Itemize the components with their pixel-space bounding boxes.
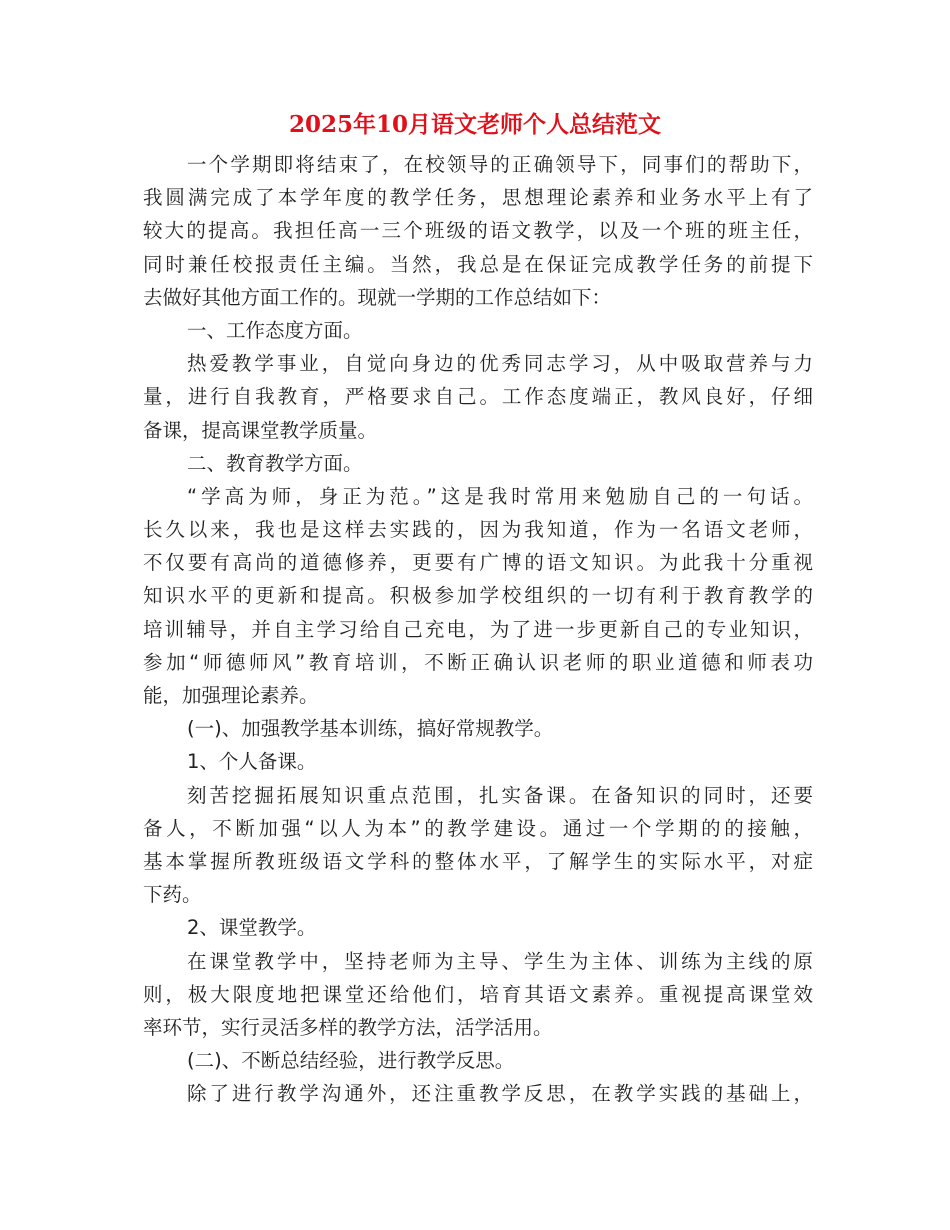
body-line: 在课堂教学中，坚持老师为主导、学生为主体、训练为主线的原	[187, 949, 813, 973]
body-line: 一、工作态度方面。	[187, 318, 363, 342]
body-line: 除了进行教学沟通外，还注重教学反思，在教学实践的基础上，	[187, 1082, 813, 1106]
body-line: 一个学期即将结束了，在校领导的正确领导下，同事们的帮助下，	[187, 153, 813, 176]
body-line: 基本掌握所教班级语文学科的整体水平，了解学生的实际水平，对症	[143, 849, 813, 873]
body-line: 量，进行自我教育，严格要求自己。工作态度端正，教风良好，仔细	[143, 385, 813, 409]
body-line: 1、个人备课。	[187, 750, 317, 774]
body-line: (二)、不断总结经验，进行教学反思。	[187, 1049, 515, 1073]
body-line: (一)、加强教学基本训练，搞好常规教学。	[187, 717, 554, 741]
body-line: 率环节，实行灵活多样的教学方法，活学活用。	[143, 1015, 553, 1039]
body-line: 备人，不断加强“以人为本”的教学建设。通过一个学期的的接触，	[143, 816, 813, 840]
body-line: 刻苦挖掘拓展知识重点范围，扎实备课。在备知识的同时，还要	[187, 783, 813, 807]
body-line: 不仅要有高尚的道德修养，更要有广博的语文知识。为此我十分重视	[143, 551, 813, 575]
body-line: 2、课堂教学。	[187, 916, 317, 940]
body-line: 热爱教学事业，自觉向身边的优秀同志学习，从中吸取营养与力	[187, 352, 813, 376]
body-line: 长久以来，我也是这样去实践的，因为我知道，作为一名语文老师，	[143, 518, 813, 542]
document-title: 2025年10月语文老师个人总结范文	[288, 111, 662, 138]
body-line: 培训辅导，并自主学习给自己充电，为了进一步更新自己的专业知识，	[143, 617, 813, 641]
body-line: 去做好其他方面工作的。现就一学期的工作总结如下：	[143, 285, 612, 309]
body-line: 下药。	[143, 883, 202, 907]
body-line: “学高为师，身正为范。”这是我时常用来勉励自己的一句话。	[187, 484, 813, 508]
body-line: 二、教育教学方面。	[187, 451, 363, 475]
body-line: 备课，提高课堂教学质量。	[143, 418, 378, 442]
body-line: 同时兼任校报责任主编。当然，我总是在保证完成教学任务的前提下	[143, 252, 813, 276]
body-line: 则，极大限度地把课堂还给他们，培育其语文素养。重视提高课堂效	[143, 982, 813, 1006]
body-line: 知识水平的更新和提高。积极参加学校组织的一切有利于教育教学的	[143, 584, 813, 608]
body-line: 能，加强理论素养。	[143, 684, 319, 707]
body-line: 参加“师德师风”教育培训，不断正确认识老师的职业道德和师表功	[143, 650, 813, 674]
body-line: 较大的提高。我担任高一三个班级的语文教学，以及一个班的班主任，	[143, 219, 813, 243]
body-line: 我圆满完成了本学年度的教学任务，思想理论素养和业务水平上有了	[143, 186, 813, 210]
document-body	[143, 148, 813, 1110]
